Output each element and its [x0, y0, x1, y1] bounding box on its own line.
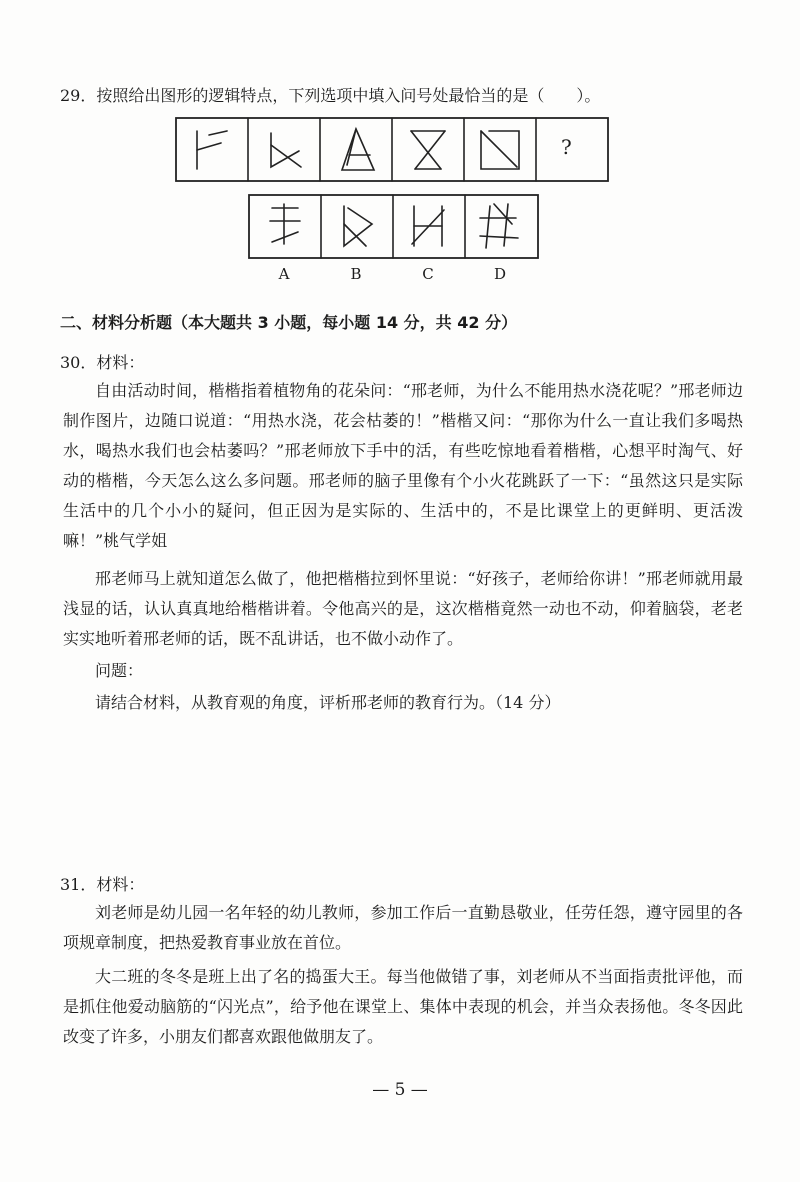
q29-figure-sequence — [175, 117, 610, 183]
option-a-label: A — [278, 265, 290, 283]
sequence-figure-5 — [481, 131, 519, 169]
sequence-figure-1 — [197, 131, 227, 169]
option-a-figure — [270, 204, 300, 244]
sequence-figure-4 — [411, 131, 445, 169]
section-heading: 二、材料分析题（本大题共 3 小题，每小题 14 分，共 42 分） — [60, 313, 518, 332]
q30-question-label: 问题： — [95, 661, 144, 680]
option-b-figure — [344, 206, 372, 246]
q30-paragraph-2: 邢老师马上就知道怎么做了，他把楷楷拉到怀里说：“好孩子，老师给你讲！”邢老师就用最浅显的话，认认真真地给楷楷讲着。令他高兴的是，这次楷楷竟然一动也不动，仰着脑袋，老老实实地听着邢老师的话，既不乱讲话，也不做小动作了。 — [63, 569, 743, 648]
q29-options — [248, 194, 540, 260]
option-b-label: B — [350, 265, 362, 283]
q30-question: 请结合材料，从教育观的角度，评析邢老师的教育行为。（14 分） — [95, 693, 561, 712]
q30-paragraph-1: 自由活动时间，楷楷指着植物角的花朵问：“邢老师，为什么不能用热水浇花呢？”邢老师边制作图片，边随口说道：“用热水浇，花会枯萎的！”楷楷又问：“那你为什么一直让我们多喝热水，喝热水我们也会枯萎吗？”邢老师放下手中的活，有些吃惊地看着楷楷，心想平时淘气、好动的楷楷，今天怎么这么多问题。邢老师的脑子里像有个小火花跳跃了一下：“虽然这只是实际生活中的几个小小的疑问，但正因为是实际的、生活中的，不是比课堂上的更鲜明、更活泼嘛！”桃气学姐 — [63, 381, 743, 550]
option-d-figure — [480, 204, 518, 248]
q31-paragraph-1: 刘老师是幼儿园一名年轻的幼儿教师，参加工作后一直勤恳敬业，任劳任怨，遵守园里的各项规章制度，把热爱教育事业放在首位。 — [63, 903, 743, 952]
q31-paragraph-2: 大二班的冬冬是班上出了名的捣蛋大王。每当他做错了事，刘老师从不当面指责批评他，而是抓住他爱动脑筋的“闪光点”，给予他在课堂上、集体中表现的机会，并当众表扬他。冬冬因此改变了许多，小朋友们都喜欢跟他做朋友了。 — [63, 967, 743, 1046]
question-mark: ? — [561, 135, 572, 159]
option-c-figure — [412, 206, 444, 246]
q29-text: 29．按照给出图形的逻辑特点，下列选项中填入问号处最恰当的是（ ）。 — [60, 86, 601, 105]
page-number: — 5 — — [372, 1080, 428, 1100]
sequence-figure-2 — [271, 133, 301, 167]
q31-label: 31．材料： — [60, 875, 145, 894]
option-d-label: D — [493, 265, 507, 283]
sequence-figure-3 — [342, 129, 374, 170]
q30-label: 30．材料： — [60, 353, 145, 372]
option-c-label: C — [422, 265, 434, 283]
